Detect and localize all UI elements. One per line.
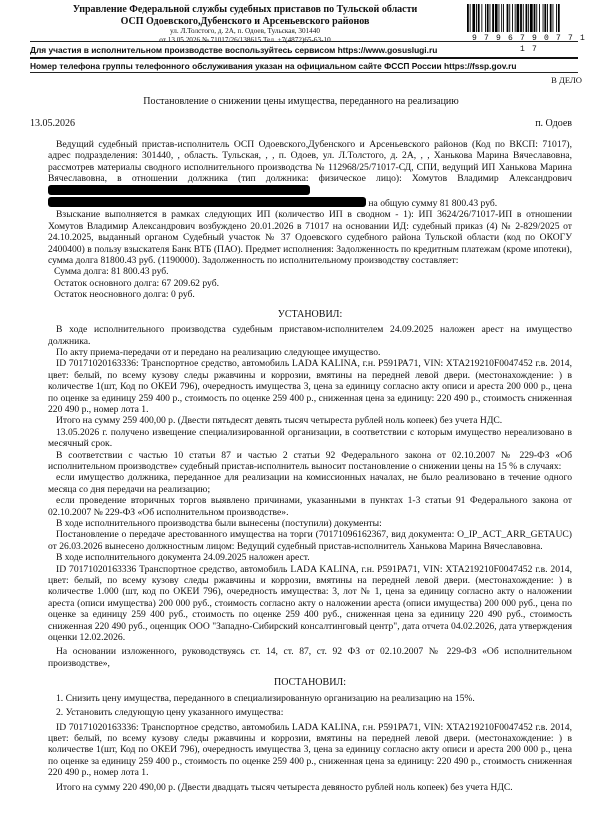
document-header bbox=[30, 4, 460, 44]
established-paragraph: На основании изложенного, руководствуясь ст. 14, ст. 87, ст. 92 ФЗ от 02.10.2007 № 229-ФЗ «Об исполнительном производстве», bbox=[48, 646, 572, 669]
other-debt-rest: Остаток неосновного долга: 0 руб. bbox=[54, 289, 195, 301]
established-paragraph: 13.05.2026 г. получено извещение специализированной организации, в соответствии с которым имущество нереализовано в месячный срок. bbox=[48, 426, 572, 450]
established-paragraph: В ходе исполнительного производства были вынесены (поступили) документы: bbox=[56, 518, 382, 529]
org-address: ул. Л.Толстого, д. 2А, п. Одоев, Тульская, 301440 bbox=[170, 27, 320, 35]
established-paragraph: Постановление о передаче арестованного имущества на торги (70171096162367, вид документа: O_IP_ACT_ARR_GETAUC) от 26.03.2026 вынесено должностным лицом: Ведущий судебный пристав-исполнитель Ханькова Марина Вячеславовна. bbox=[48, 529, 572, 552]
org-name-line1: Управление Федеральной службы судебных приставов по Тульской области bbox=[72, 4, 418, 15]
heading-ustanovil: УСТАНОВИЛ: bbox=[277, 308, 343, 320]
notice-divider-2 bbox=[30, 72, 578, 73]
established-paragraph: если имущество должника, переданное для реализации на комиссионных началах, не было реализовано в течение одного месяца со дня передачи на реализацию; bbox=[48, 472, 572, 495]
established-paragraph: ID 70171020163336: Транспортное средство, автомобиль LADA KALINA, г.н. Р591РА71, VIN: ХТА219210F0047452 г.в. 2014, цвет: белый, по всему кузову следы ржавчины и коррозии, вмятины на передней левой двери. (местонахождение: ) в количестве 1(шт, Код по ОКЕИ 796), очередность имущества 3, цена за единицу согласно акту описи и ареста 200 000 р., цена по оценке за единицу 259 400 р., стоимость по оценке 259 400 р., сниженная цена за единицу: 220 490 р., стоимость сниженная 220 490 р., номер лота 1. bbox=[48, 358, 572, 415]
document-body bbox=[48, 139, 572, 793]
debt-sum: Сумма долга: 81 800.43 руб. bbox=[54, 266, 169, 278]
heading-postanovil: ПОСТАНОВИЛ: bbox=[274, 677, 346, 689]
redaction-bar bbox=[48, 197, 366, 207]
established-paragraph: В соответствии с частью 10 статьи 87 и частью 2 статьи 92 Федерального закона от 02.10.2007 № 229-ФЗ «Об исполнительном производстве» судебный пристав-исполнитель выносит постановление о снижении цены на 15 % в случаях: bbox=[48, 449, 572, 472]
resolution-paragraph: 2. Установить следующую цену указанного имущества: bbox=[56, 707, 284, 719]
intro-total: на общую сумму 81 800.43 руб. bbox=[368, 198, 498, 210]
debt-summary bbox=[48, 266, 572, 300]
resolution-paragraph: ID 70171020163336: Транспортное средство, автомобиль LADA KALINA, г.н. Р591РА71, VIN: ХТА219210F0047452 г.в. 2014, цвет: белый, по всему кузову следы ржавчины и коррозии, вмятины на передней левой двери. (местонахождение: ) в количестве 1(шт, Код по ОКЕИ 796), очередность имущества 3, цена за единицу согласно акту описи и ареста 200 000 р., цена по оценке за единицу 259 400 р., стоимость по оценке 259 400 р., сниженная цена за единицу: 220 490 р., стоимость сниженная 220 490 р., номер лота 1. bbox=[48, 721, 572, 779]
established-paragraph: По акту приема-передачи от и передано на реализацию следующее имущество. bbox=[56, 346, 381, 358]
established-paragraph: Итого на сумму 259 400,00 р. (Двести пятьдесят девять тысяч четыреста рублей ноль копеек) без учета НДС. bbox=[56, 415, 503, 427]
established-paragraph: В ходе исполнительного документа 24.09.2025 наложен арест. bbox=[56, 552, 310, 564]
resolution-paragraph: 1. Снизить цену имущества, переданного в специализированную организацию на реализацию на 15%. bbox=[56, 692, 475, 704]
established-paragraph: если проведение вторичных торгов выявлено причинами, указанными в пунктах 1-3 статьи 91 Федерального закона от 02.10.2007 № 229-ФЗ «Об исполнительном производстве». bbox=[48, 495, 572, 518]
intro-continuation bbox=[48, 197, 572, 209]
established-paragraph: В ходе исполнительного производства судебным приставом-исполнителем 24.09.2025 наложен арест на имущество должника. bbox=[48, 324, 572, 347]
notice-divider bbox=[30, 57, 578, 59]
intro-paragraph bbox=[48, 139, 572, 197]
resolution-paragraph: Итого на сумму 220 490,00 р. (Двести двадцать тысяч четыреста девяносто рублей ноль копеек) без учета НДС. bbox=[56, 781, 513, 793]
recovery-paragraph: Взыскание выполняется в рамках следующих ИП (количество ИП в сводном - 1): ИП 3624/26/71017-ИП в отношении Хомутов Владимир Александрович возбуждено 20.01.2026 в 71017 на основании ИД: судебный приказ (4) № 2-829/2025 от 24.10.2025, выданный органом Судебный участок № 37 Одоевского судебного района Тульской области (код по ОКОГУ 2400400) в пользу взыскателя Банк ВТБ (ПАО). Предмет исполнения: Задолженность по кредитным платежам (кроме ипотеки), сумма долга 81800.43 руб. (1190000). Задолженность по исполнительному производству составляет: bbox=[48, 209, 572, 267]
document-place: п. Одоев bbox=[535, 118, 572, 129]
header-divider bbox=[30, 41, 578, 42]
main-debt-rest: Остаток основного долга: 67 209.62 руб. bbox=[54, 277, 219, 289]
gosuslugi-notice: Для участия в исполнительном производстве воспользуйтесь сервисом https://www.gosuslugi.ru bbox=[30, 45, 438, 55]
phone-notice: Номер телефона группы телефонного обслуживания указан на официальном сайте ФССП России https://fssp.gov.ru bbox=[30, 61, 517, 71]
established-paragraph: ID 70171020163336 Транспортное средство, автомобиль LADA KALINA, г.н. Р591РА71, VIN: ХТА219210F0047452 г.в. 2014, цвет: белый, по всему кузову следы ржавчины и коррозии, вмятины на передней левой двери. (местонахождение: ) в количестве 1.000 (шт, код по ОКЕИ 796), очередность имущества: 3, лот № 1, цена за единицу согласно акту о наложении ареста (описи имущества) 200 000 руб., стоимость согласно акту о наложении ареста (описи имущества) 200 000 руб., цена по оценке за единицу 259 400 руб., стоимость по оценке 259 400 руб., сниженная цена за единицу 220 490 руб., стоимость сниженная 220 490 руб., оценщик ООО "Западно-Сибирский консалтинговый центр", дата отчета 04.02.2026, дата утверждения оценки 12.02.2026. bbox=[48, 563, 572, 644]
doc-reference: от 13.05.2026 № 71017/26/138615 Тел. +7(4872)65-63-10 bbox=[159, 35, 331, 44]
org-name-line2: ОСП Одоевского,Дубенского и Арсеньевского районов bbox=[120, 15, 370, 27]
intro-text: Ведущий судебный пристав-исполнитель ОСП Одоевского,Дубенского и Арсеньевского районов (Код по ВКСП: 71017), адрес подразделения: 301440, , область. Тульская, , , п. Одоев, ул. Л.Толстого, д. 2А, , , Ханькова Марина Вячеславовна, рассмотрев материалы сводного исполнительного производства № 112968/25/71017-СД, СПИ, ведущий ИП Ханькова Марина Вячеславовна, в отношении должника (тип должника: физическое лицо): Хомутов Владимир Александрович bbox=[48, 139, 572, 185]
v-delo-mark: В ДЕЛО bbox=[551, 75, 582, 85]
document-date: 13.05.2026 bbox=[30, 118, 75, 129]
date-place-line bbox=[30, 118, 572, 129]
redaction-bar bbox=[48, 185, 310, 195]
barcode bbox=[466, 4, 592, 32]
document-title: Постановление о снижении цены имущества, переданного на реализацию bbox=[143, 96, 459, 107]
barcode-number: 9 7 9 6 7 9 0 7 7 1 1 7 bbox=[471, 34, 586, 55]
